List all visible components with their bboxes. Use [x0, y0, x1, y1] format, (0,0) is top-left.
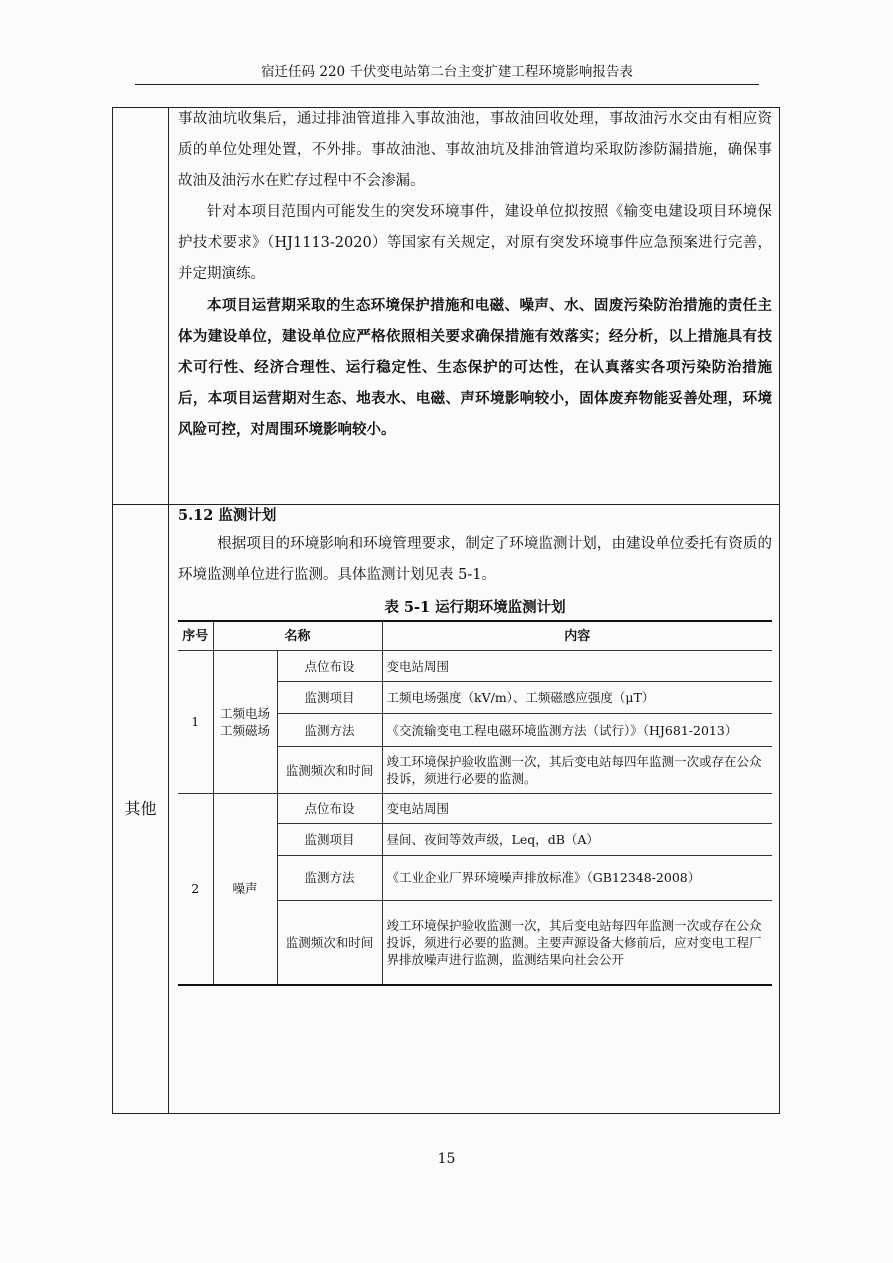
page-header-title: 宿迁任码 220 千伏变电站第二台主变扩建工程环境影响报告表 — [261, 64, 633, 80]
table-header-row — [178, 621, 772, 651]
table-row — [178, 651, 772, 682]
header-name: 名称 — [213, 621, 382, 651]
section-title: 5.12 监测计划 — [178, 507, 277, 524]
item-content: 变电站周围 — [382, 651, 772, 682]
item-content: 《交流输变电工程电磁环境监测方法（试行）》（HJ681-2013） — [382, 714, 772, 747]
item-content: 工频电场强度（kV/m）、工频磁感应强度（μT） — [382, 682, 772, 714]
table-row — [178, 793, 772, 823]
item-content: 《工业企业厂界环境噪声排放标准》（GB12348-2008） — [382, 855, 772, 900]
form-column-divider — [168, 107, 169, 1114]
header-content: 内容 — [382, 621, 772, 651]
group-name: 噪声 — [213, 793, 277, 985]
monitoring-plan-table — [178, 620, 772, 986]
paragraph-emergency-plan: 针对本项目范围内可能发生的突发环境事件，建设单位拟按照《输变电建设项目环境保护技术要求》（HJ1113-2020）等国家有关规定，对原有突发环境事件应急预案进行完善，并定期演练。 — [178, 204, 772, 282]
form-row-divider — [112, 504, 780, 505]
section-intro: 根据项目的环境影响和环境管理要求，制定了环境监测计划，由建设单位委托有资质的环境监测单位进行监测。具体监测计划见表 5-1。 — [178, 536, 772, 583]
item-label: 点位布设 — [277, 793, 382, 823]
continued-section-text — [178, 104, 772, 445]
group-number: 2 — [178, 793, 213, 985]
group-name: 工频电场 工频磁场 — [213, 651, 277, 794]
group-number: 1 — [178, 651, 213, 794]
paragraph-oil-pit: 事故油坑收集后，通过排油管道排入事故油池，事故油回收处理，事故油污水交由有相应资质的单位处理处置，不外排。事故油池、事故油坑及排油管道均采取防渗防漏措施，确保事故油及油污水在贮存过程中不会渗漏。 — [178, 111, 772, 189]
item-label: 点位布设 — [277, 651, 382, 682]
item-label: 监测方法 — [277, 855, 382, 900]
page-number: 15 — [437, 1151, 456, 1167]
item-content: 昼间、夜间等效声级，Leq，dB（A） — [382, 823, 772, 855]
item-label: 监测项目 — [277, 823, 382, 855]
item-label: 监测频次和时间 — [277, 747, 382, 793]
item-content: 变电站周围 — [382, 793, 772, 823]
item-label: 监测方法 — [277, 714, 382, 747]
row-label-other: 其他 — [124, 799, 157, 818]
header-no: 序号 — [178, 621, 213, 651]
item-label: 监测项目 — [277, 682, 382, 714]
item-label: 监测频次和时间 — [277, 901, 382, 985]
item-content: 竣工环境保护验收监测一次，其后变电站每四年监测一次或存在公众投诉，须进行必要的监测。主要声源设备大修前后，应对变电工程厂界排放噪声进行监测，监测结果向社会公开 — [382, 901, 772, 985]
item-content: 竣工环境保护验收监测一次，其后变电站每四年监测一次或存在公众投诉，须进行必要的监测。 — [382, 747, 772, 793]
paragraph-conclusion: 本项目运营期采取的生态环境保护措施和电磁、噪声、水、固废污染防治措施的责任主体为建设单位，建设单位应严格依照相关要求确保措施有效落实；经分析，以上措施具有技术可行性、经济合理性、运行稳定性、生态保护的可达性，在认真落实各项污染防治措施后，本项目运营期对生态、地表水、电磁、声环境影响较小，固体废弃物能妥善处理，环境风险可控，对周围环境影响较小。 — [178, 297, 772, 438]
table-caption: 表 5-1 运行期环境监测计划 — [384, 599, 566, 616]
header-rule — [135, 84, 759, 85]
